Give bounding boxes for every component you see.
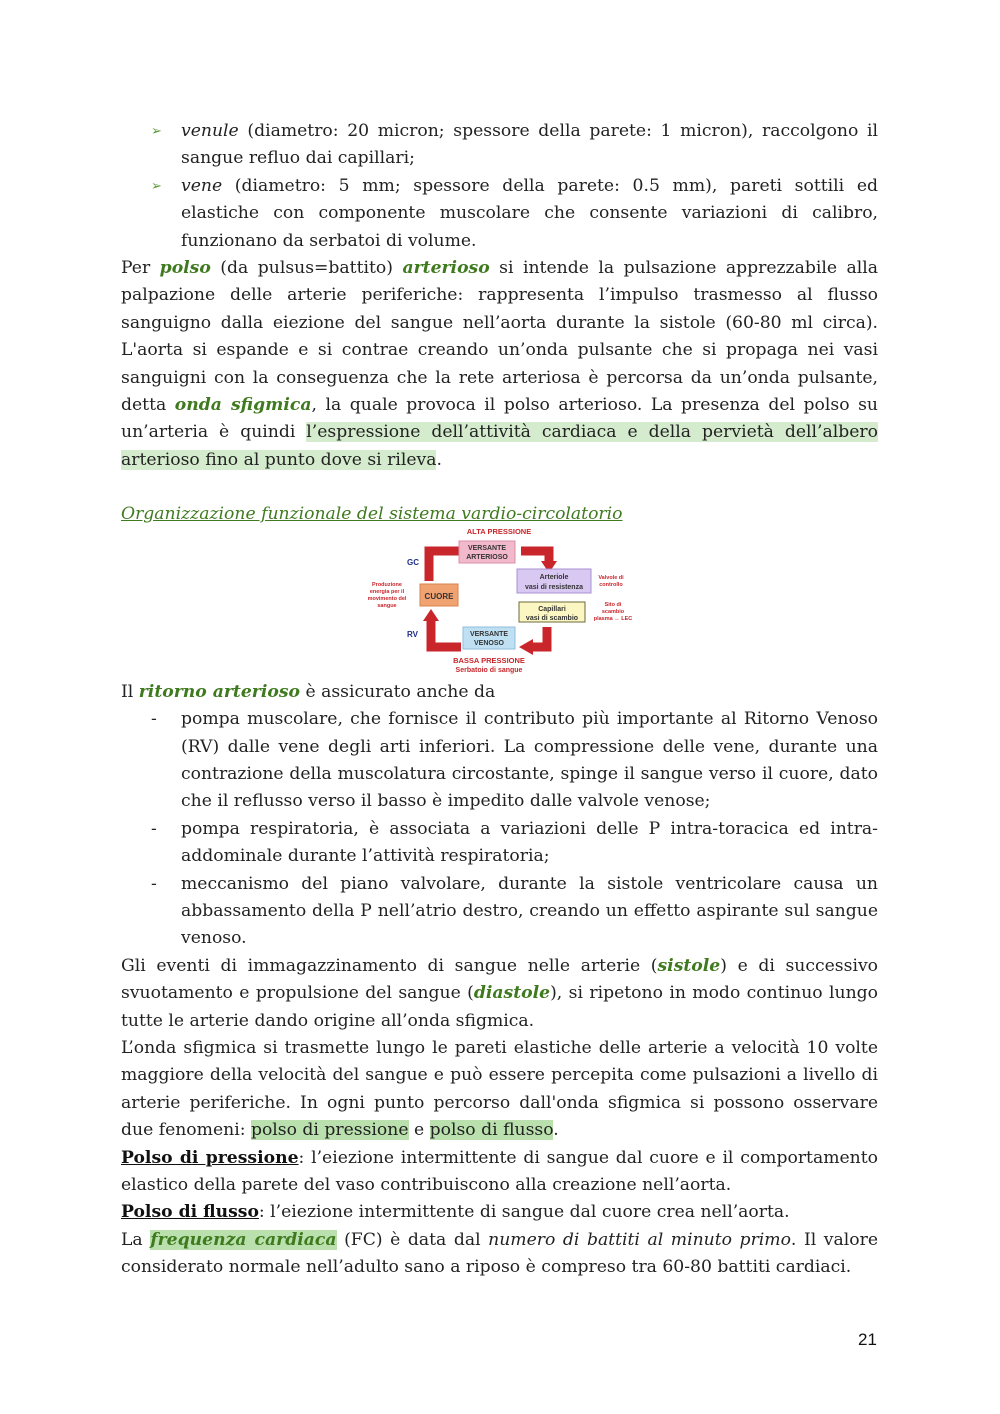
- frequenza-paragraph: La frequenza cardiaca (FC) è data dal numero di battiti al minuto primo. Il valore considerato normale nell’adulto sano a riposo è compreso tra 60-80 battiti cardiaci.: [121, 1229, 878, 1278]
- rv-label: RV: [407, 629, 418, 639]
- svg-text:VERSANTE: VERSANTE: [469, 630, 509, 638]
- highlighted-text: l’espressione dell’attività cardiaca e della pervietà dell’albero arterioso fino al punto dove si rileva: [121, 422, 878, 470]
- arrow-bullet-icon: ➢: [151, 178, 162, 194]
- section-title: Organizzazione funzionale del sistema vardio-circolatorio: [121, 504, 623, 525]
- svg-text:Sito di: Sito di: [604, 601, 622, 608]
- svg-text:scambio: scambio: [601, 608, 625, 615]
- arrow-bullet-icon: ➢: [151, 124, 162, 139]
- page-number: 21: [858, 1330, 877, 1349]
- heart-label: CUORE: [424, 591, 454, 601]
- list-item: ➢ venule (diametro: 20 micron; spessore della parete: 1 micron), raccolgono il sangue refluo dai capillari;: [181, 118, 878, 173]
- top-label: ALTA PRESSIONE: [466, 528, 532, 536]
- svg-text:Valvole di: Valvole di: [598, 574, 624, 581]
- svg-text:Capillari: Capillari: [538, 605, 566, 613]
- svg-text:movimento del: movimento del: [367, 595, 407, 602]
- circulation-diagram: [361, 529, 661, 679]
- eventi-paragraph: Gli eventi di immagazzinamento di sangue nelle arterie (sistole) e di successivo svuotamento e propulsione del sangue (diastole), si ripetono in modo continuo lungo tutte le arterie dando origine all’onda sfigmica.: [121, 955, 879, 1031]
- list-item: - pompa respiratoria, è associata a variazioni delle P intra-toracica ed intra-addominale durante l’attività respiratoria;: [151, 818, 878, 867]
- ritorno-paragraph: Il ritorno arterioso è assicurato anche da: [121, 681, 496, 702]
- arrow-venous-icon: [531, 627, 547, 647]
- svg-text:vasi di scambio: vasi di scambio: [525, 614, 579, 622]
- list-item: ➢ vene (diametro: 5 mm; spessore della parete: 0.5 mm), pareti sottili ed elastiche con componente muscolare che consente variazioni di calibro, funzionano da serbatoi di volume.: [181, 173, 878, 255]
- svg-text:Produzione: Produzione: [372, 581, 402, 588]
- onda-paragraph: L’onda sfigmica si trasmette lungo le pareti elastiche delle arterie a velocità 10 volte maggiore della velocità del sangue e può essere percepita come pulsazioni a livello di arterie periferiche. In ogni punto percorso dall'onda sfigmica si possono osservare due fenomeni: polso di pressione e polso di flusso.: [121, 1037, 878, 1141]
- svg-text:VENOSO: VENOSO: [474, 639, 504, 647]
- vessel-list: [121, 118, 878, 255]
- list-item: - meccanismo del piano valvolare, durante la sistole ventricolare causa un abbassamento della P nell’atrio destro, creando un effetto aspirante sul sangue venoso.: [151, 873, 878, 949]
- svg-text:plasma ↔ LEC: plasma ↔ LEC: [593, 615, 633, 622]
- svg-text:sangue: sangue: [377, 602, 397, 609]
- svg-text:vasi di resistenza: vasi di resistenza: [525, 583, 583, 591]
- arrow-rv-icon: [431, 619, 461, 647]
- svg-text:Serbatoio di sangue: Serbatoio di sangue: [455, 666, 523, 674]
- svg-text:VERSANTE: VERSANTE: [467, 544, 507, 552]
- svg-text:Arteriole: Arteriole: [539, 573, 569, 581]
- bottom-label: BASSA PRESSIONE: [453, 655, 525, 665]
- svg-text:energia per il: energia per il: [369, 588, 405, 595]
- pressione-paragraph: Polso di pressione: l’eiezione intermittente di sangue dal cuore e il comportamento elastico della parete del vaso contribuiscono alla creazione nell’aorta.: [121, 1147, 878, 1195]
- svg-text:ARTERIOSO: ARTERIOSO: [466, 553, 508, 561]
- page-content: [121, 118, 878, 1282]
- list-item: - pompa muscolare, che fornisce il contributo più importante al Ritorno Venoso (RV) dalle vene degli arti inferiori. La compressione delle vene, durante una contrazione della muscolatura circostante, spinge il sangue verso il cuore, dato che il reflusso verso il basso è impedito dalle valvole venose;: [151, 709, 878, 812]
- flusso-paragraph: Polso di flusso: l’eiezione intermittente di sangue dal cuore crea nell’aorta.: [121, 1202, 790, 1223]
- pump-list: [121, 706, 878, 953]
- polso-paragraph: Per polso (da pulsus=battito) arterioso si intende la pulsazione apprezzabile alla palpazione delle arterie periferiche: rappresenta l’impulso trasmesso al flusso sanguigno dalla eiezione del sangue nell’aorta durante la sistole (60-80 ml circa). L'aorta si espande e si contrae creando un’onda pulsante che si propaga nei vasi sanguigni con la conseguenza che la rete arteriosa è percorsa da un’onda pulsante, detta onda sfigmica, la quale provoca il polso arterioso. La presenza del polso su un’arteria è quindi l’espressione dell’attività cardiaca e della pervietà dell’albero arterioso fino al punto dove si rileva.: [121, 258, 878, 470]
- svg-text:controllo: controllo: [599, 581, 623, 588]
- gc-label: GC: [407, 557, 419, 567]
